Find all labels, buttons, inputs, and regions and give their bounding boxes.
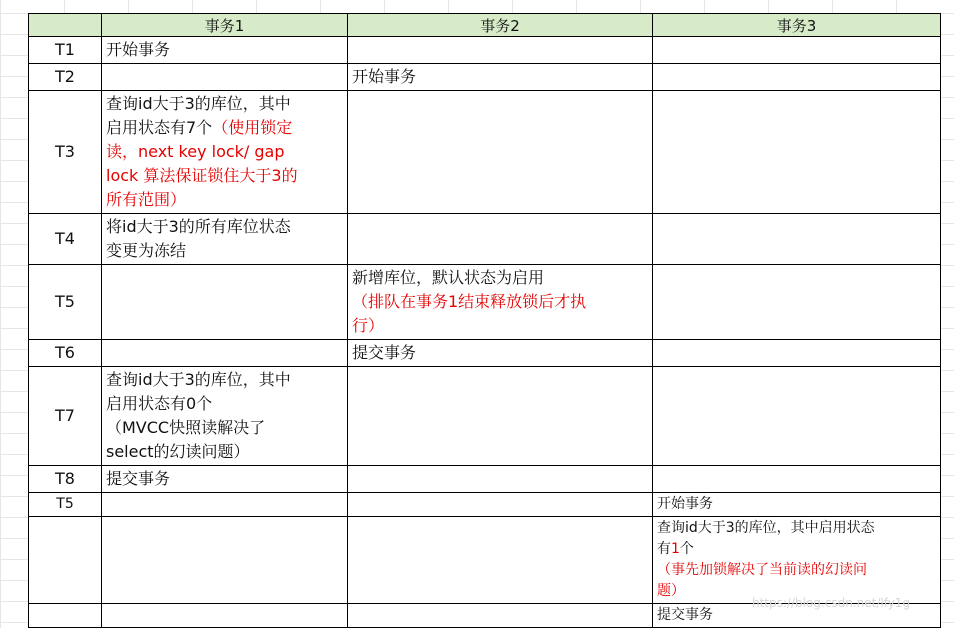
transaction-2-cell[interactable] — [348, 265, 653, 340]
red-note: 行） — [352, 316, 385, 335]
transaction-2-cell[interactable]: 开始事务 — [348, 64, 653, 91]
cell-text-line: 查询id大于3的库位，其中 — [106, 370, 291, 389]
transaction-3-cell[interactable] — [653, 37, 941, 64]
transaction-3-cell[interactable] — [653, 64, 941, 91]
red-note: 所有范围） — [106, 190, 187, 209]
red-note: 读，next key lock/ gap — [106, 142, 285, 161]
transaction-1-cell[interactable] — [102, 493, 348, 517]
header-transaction-1[interactable]: 事务1 — [102, 14, 348, 37]
cell-text-line: 个 — [679, 541, 694, 557]
time-label-cell[interactable]: T8 — [29, 466, 102, 493]
transaction-2-cell[interactable] — [348, 367, 653, 466]
table-row — [29, 64, 941, 91]
transaction-1-cell[interactable] — [102, 214, 348, 265]
table-row — [29, 91, 941, 214]
red-note: lock 算法保证锁住大于3的 — [106, 166, 298, 185]
transaction-2-cell[interactable] — [348, 37, 653, 64]
time-label-cell[interactable]: T5 — [29, 493, 102, 517]
transaction-2-cell[interactable] — [348, 517, 653, 604]
cell-text-line: 变更为冻结 — [106, 241, 187, 260]
header-row — [29, 14, 941, 37]
time-label-cell[interactable]: T7 — [29, 367, 102, 466]
table-row — [29, 265, 941, 340]
table-row — [29, 367, 941, 466]
cell-text-line: 新增库位，默认状态为启用 — [352, 268, 545, 287]
time-label-cell[interactable]: T6 — [29, 340, 102, 367]
cell-text-line: 启用状态有7个 — [106, 118, 213, 137]
time-label-cell[interactable] — [29, 517, 102, 604]
transaction-1-cell[interactable] — [102, 265, 348, 340]
table-row — [29, 214, 941, 265]
transaction-2-cell[interactable] — [348, 91, 653, 214]
time-label-cell[interactable]: T3 — [29, 91, 102, 214]
transaction-2-cell[interactable] — [348, 214, 653, 265]
transaction-3-cell[interactable]: 开始事务 — [653, 493, 941, 517]
cell-text-line: 启用状态有0个 — [106, 394, 213, 413]
watermark-text: https://blog.csdn.net/lfy1g — [752, 596, 911, 610]
transaction-3-cell[interactable] — [653, 517, 941, 604]
table-row — [29, 466, 941, 493]
transaction-3-cell[interactable] — [653, 265, 941, 340]
transaction-1-cell[interactable]: 开始事务 — [102, 37, 348, 64]
header-transaction-2[interactable]: 事务2 — [348, 14, 653, 37]
transaction-3-cell[interactable] — [653, 367, 941, 466]
red-note: （使用锁定 — [212, 118, 293, 137]
table-row — [29, 37, 941, 64]
transaction-2-cell[interactable]: 提交事务 — [348, 340, 653, 367]
transaction-1-cell[interactable] — [102, 64, 348, 91]
transaction-1-cell[interactable] — [102, 367, 348, 466]
red-note: 1 — [671, 541, 680, 557]
red-note: 题） — [657, 583, 685, 599]
transaction-1-cell[interactable] — [102, 91, 348, 214]
transaction-1-cell[interactable] — [102, 517, 348, 604]
transaction-3-cell[interactable] — [653, 466, 941, 493]
time-label-cell[interactable]: T1 — [29, 37, 102, 64]
transaction-2-cell[interactable] — [348, 466, 653, 493]
transaction-2-cell[interactable] — [348, 604, 653, 628]
transaction-3-cell[interactable] — [653, 214, 941, 265]
cell-text-line: 将id大于3的所有库位状态 — [106, 217, 291, 236]
transaction-3-cell[interactable] — [653, 340, 941, 367]
transaction-table — [28, 13, 941, 628]
cell-text-line: （MVCC快照读解决了 — [106, 418, 266, 437]
transaction-1-cell[interactable] — [102, 340, 348, 367]
transaction-3-cell[interactable]: 提交事务 — [653, 604, 941, 628]
transaction-1-cell[interactable]: 提交事务 — [102, 466, 348, 493]
transaction-1-cell[interactable] — [102, 604, 348, 628]
cell-text-line: 有 — [657, 541, 671, 557]
time-label-cell[interactable] — [29, 604, 102, 628]
table-row — [29, 493, 941, 517]
cell-text-line: 查询id大于3的库位，其中 — [106, 94, 291, 113]
cell-text-line: select的幻读问题） — [106, 442, 250, 461]
time-label-cell[interactable]: T2 — [29, 64, 102, 91]
header-transaction-3[interactable]: 事务3 — [653, 14, 941, 37]
time-label-cell[interactable]: T5 — [29, 265, 102, 340]
header-blank-cell[interactable] — [29, 14, 102, 37]
table-row — [29, 517, 941, 604]
transaction-2-cell[interactable] — [348, 493, 653, 517]
transaction-3-cell[interactable] — [653, 91, 941, 214]
red-note: （事先加锁解决了当前读的幻读问 — [657, 562, 867, 578]
table-row — [29, 340, 941, 367]
time-label-cell[interactable]: T4 — [29, 214, 102, 265]
red-note: （排队在事务1结束释放锁后才执 — [352, 292, 587, 311]
cell-text-line: 查询id大于3的库位，其中启用状态 — [657, 520, 875, 536]
